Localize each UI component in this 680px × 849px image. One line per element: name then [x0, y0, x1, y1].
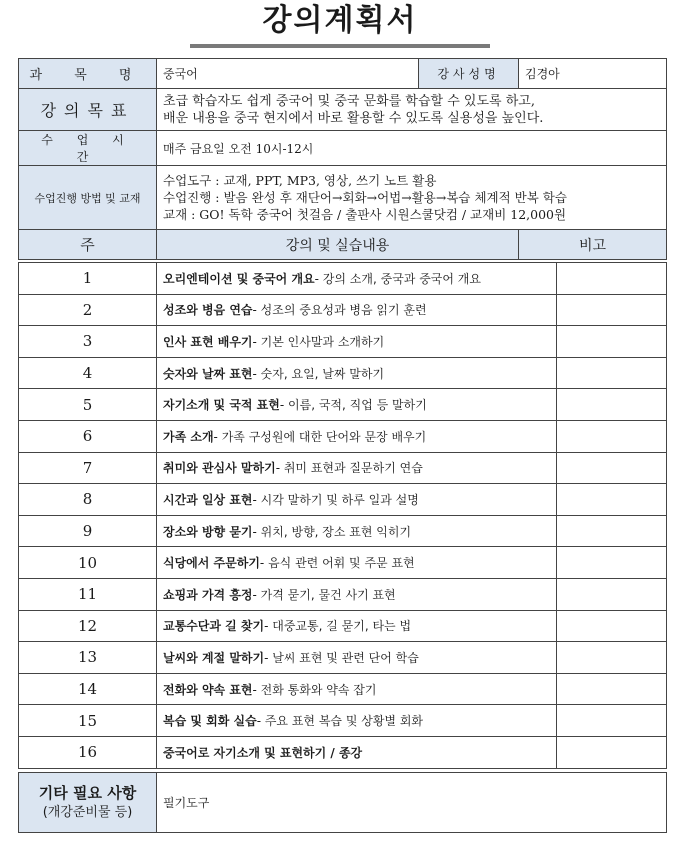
week-description: - 전화 통화와 약속 잡기	[252, 682, 377, 697]
method-line-2: 수업진행 : 발음 완성 후 재단어→회화→어법→활용→복습 체계적 반복 학습	[163, 190, 567, 205]
week-number: 8	[19, 484, 157, 516]
week-note	[557, 705, 667, 737]
week-number: 4	[19, 357, 157, 389]
week-content	[157, 484, 557, 516]
syllabus-table	[18, 58, 667, 260]
week-number: 1	[19, 263, 157, 295]
week-content	[157, 294, 557, 326]
method-line-1: 수업도구 : 교재, PPT, MP3, 영상, 쓰기 노트 활용	[163, 173, 437, 188]
week-row	[19, 326, 667, 358]
week-number: 6	[19, 420, 157, 452]
goal-line-1: 초급 학습자도 쉽게 중국어 및 중국 문화를 학습할 수 있도록 하고,	[163, 93, 535, 109]
week-content	[157, 389, 557, 421]
week-topic: 숫자와 날짜 표현	[163, 366, 253, 381]
week-topic: 전화와 약속 표현	[163, 682, 253, 697]
week-description: - 강의 소개, 중국과 중국어 개요	[314, 271, 481, 286]
instructor-label: 강사성명	[419, 59, 519, 89]
time-label: 수 업 시 간	[19, 131, 157, 166]
week-note	[557, 294, 667, 326]
week-note	[557, 452, 667, 484]
week-number: 7	[19, 452, 157, 484]
week-topic: 자기소개 및 국적 표현	[163, 398, 280, 413]
week-topic: 교통수단과 길 찾기	[163, 619, 265, 634]
week-topic: 중국어로 자기소개 및 표현하기 / 종강	[163, 745, 363, 760]
week-content	[157, 578, 557, 610]
week-row	[19, 452, 667, 484]
week-note	[557, 326, 667, 358]
week-description: - 주요 표현 복습 및 상황별 회화	[256, 714, 424, 729]
week-description: - 음식 관련 어휘 및 주문 표현	[259, 556, 415, 571]
instructor-value: 김경아	[519, 59, 667, 89]
goal-line-2: 배운 내용을 중국 현지에서 바로 활용할 수 있도록 실용성을 높인다.	[163, 110, 544, 126]
week-content	[157, 705, 557, 737]
weeks-table	[18, 262, 667, 769]
time-value: 매주 금요일 오전 10시-12시	[157, 131, 667, 166]
week-content	[157, 326, 557, 358]
week-row	[19, 610, 667, 642]
etc-label-line-1: 기타 필요 사항	[38, 783, 137, 802]
week-topic: 취미와 관심사 말하기	[163, 461, 276, 476]
week-note	[557, 736, 667, 768]
week-topic: 시간과 일상 표현	[163, 492, 253, 507]
week-row	[19, 642, 667, 674]
method-value	[157, 166, 667, 230]
week-note	[557, 420, 667, 452]
week-topic: 복습 및 회화 실습	[163, 714, 257, 729]
method-label: 수업진행 방법 및 교재	[19, 166, 157, 230]
week-description: - 숫자, 요일, 날짜 말하기	[252, 366, 385, 381]
week-content	[157, 452, 557, 484]
course-value: 중국어	[157, 59, 419, 89]
week-number: 13	[19, 642, 157, 674]
week-row	[19, 578, 667, 610]
week-row	[19, 736, 667, 768]
goal-label: 강의목표	[19, 89, 157, 131]
week-header: 주	[19, 230, 157, 260]
week-number: 15	[19, 705, 157, 737]
week-description: - 시각 말하기 및 하루 일과 설명	[252, 492, 419, 507]
week-topic: 성조와 병음 연습	[163, 303, 253, 318]
week-content	[157, 547, 557, 579]
week-description: - 대중교통, 길 묻기, 타는 법	[264, 619, 412, 634]
week-note	[557, 673, 667, 705]
week-number: 11	[19, 578, 157, 610]
week-number: 3	[19, 326, 157, 358]
week-note	[557, 547, 667, 579]
etc-label-line-2: (개강준비물 등)	[42, 804, 133, 820]
title-underline	[190, 44, 490, 48]
week-topic: 가족 소개	[163, 429, 214, 444]
week-row	[19, 263, 667, 295]
week-description: - 성조의 중요성과 병음 읽기 훈련	[252, 303, 427, 318]
week-content	[157, 263, 557, 295]
content-header: 강의 및 실습내용	[157, 230, 519, 260]
week-description: - 가족 구성원에 대한 단어와 문장 배우기	[213, 429, 427, 444]
week-content	[157, 673, 557, 705]
week-row	[19, 484, 667, 516]
week-note	[557, 484, 667, 516]
etc-label	[19, 773, 157, 833]
etc-table	[18, 772, 667, 833]
week-topic: 인사 표현 배우기	[163, 334, 253, 349]
week-topic: 식당에서 주문하기	[163, 556, 260, 571]
week-number: 16	[19, 736, 157, 768]
week-description: - 기본 인사말과 소개하기	[252, 334, 385, 349]
week-number: 9	[19, 515, 157, 547]
week-number: 12	[19, 610, 157, 642]
week-note	[557, 642, 667, 674]
week-content	[157, 420, 557, 452]
week-row	[19, 705, 667, 737]
week-description: - 날씨 표현 및 관련 단어 학습	[264, 650, 419, 665]
week-row	[19, 294, 667, 326]
week-description: - 가격 묻기, 물건 사기 표현	[252, 587, 396, 602]
week-description: - 이름, 국적, 직업 등 말하기	[279, 398, 427, 413]
week-content	[157, 357, 557, 389]
week-note	[557, 610, 667, 642]
course-label: 과 목 명	[19, 59, 157, 89]
week-description: - 취미 표현과 질문하기 연습	[275, 461, 423, 476]
week-number: 14	[19, 673, 157, 705]
method-line-3: 교재 : GO! 독학 중국어 첫걸음 / 출판사 시원스쿨닷컴 / 교재비 12,000원	[163, 207, 567, 222]
week-topic: 장소와 방향 묻기	[163, 524, 253, 539]
etc-value: 필기도구	[157, 773, 667, 833]
week-row	[19, 673, 667, 705]
week-content	[157, 736, 557, 768]
week-note	[557, 357, 667, 389]
week-note	[557, 515, 667, 547]
week-note	[557, 578, 667, 610]
goal-value	[157, 89, 667, 131]
week-content	[157, 610, 557, 642]
week-content	[157, 515, 557, 547]
week-note	[557, 389, 667, 421]
week-number: 5	[19, 389, 157, 421]
week-number: 2	[19, 294, 157, 326]
week-row	[19, 389, 667, 421]
week-content	[157, 642, 557, 674]
week-topic: 날씨와 계절 말하기	[163, 650, 265, 665]
week-row	[19, 357, 667, 389]
week-note	[557, 263, 667, 295]
week-row	[19, 515, 667, 547]
week-row	[19, 547, 667, 579]
week-row	[19, 420, 667, 452]
week-topic: 쇼핑과 가격 흥정	[163, 587, 253, 602]
note-header: 비고	[519, 230, 667, 260]
week-topic: 오리엔테이션 및 중국어 개요	[163, 271, 315, 286]
page-title: 강의계획서	[262, 3, 418, 38]
week-number: 10	[19, 547, 157, 579]
week-description: - 위치, 방향, 장소 표현 익히기	[252, 524, 412, 539]
